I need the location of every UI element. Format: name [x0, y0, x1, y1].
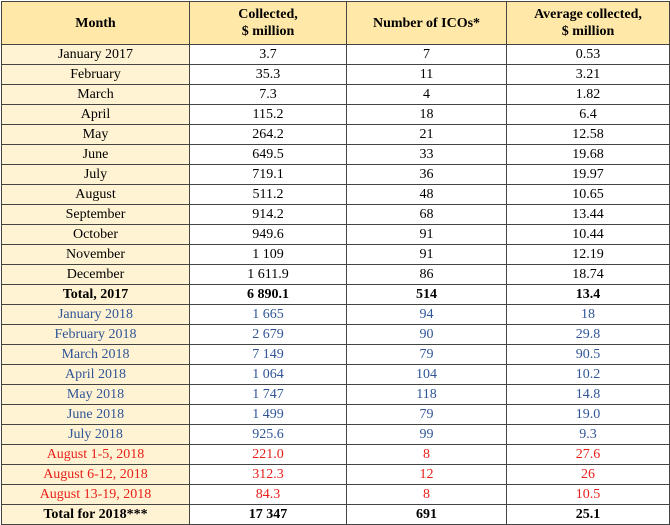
collected-cell: 7.3 [190, 85, 347, 105]
ico-count-cell: 104 [347, 365, 507, 385]
table-row [2, 445, 670, 465]
ico-count-cell: 11 [347, 65, 507, 85]
average-cell: 10.5 [507, 485, 670, 505]
ico-count-cell: 691 [347, 505, 507, 525]
table-row [2, 205, 670, 225]
month-cell: August 13-19, 2018 [2, 485, 190, 505]
month-cell: October [2, 225, 190, 245]
ico-count-cell: 8 [347, 445, 507, 465]
collected-cell: 925.6 [190, 425, 347, 445]
table-row [2, 165, 670, 185]
ico-count-cell: 68 [347, 205, 507, 225]
header-average-collected [507, 2, 670, 45]
average-cell: 19.97 [507, 165, 670, 185]
collected-cell: 2 679 [190, 325, 347, 345]
table-row [2, 45, 670, 65]
ico-count-cell: 33 [347, 145, 507, 165]
collected-cell: 1 611.9 [190, 265, 347, 285]
average-cell: 27.6 [507, 445, 670, 465]
average-cell: 13.44 [507, 205, 670, 225]
table-row [2, 305, 670, 325]
month-cell: January 2018 [2, 305, 190, 325]
collected-cell: 1 747 [190, 385, 347, 405]
average-cell: 14.8 [507, 385, 670, 405]
average-cell: 18 [507, 305, 670, 325]
table-row [2, 345, 670, 365]
collected-cell: 6 890.1 [190, 285, 347, 305]
collected-cell: 7 149 [190, 345, 347, 365]
table-row [2, 225, 670, 245]
month-cell: December [2, 265, 190, 285]
month-cell: August 1-5, 2018 [2, 445, 190, 465]
average-cell: 18.74 [507, 265, 670, 285]
header-collected [190, 2, 347, 45]
month-cell: May 2018 [2, 385, 190, 405]
table-row [2, 325, 670, 345]
table-row [2, 365, 670, 385]
table-row [2, 385, 670, 405]
table-row [2, 485, 670, 505]
collected-cell: 719.1 [190, 165, 347, 185]
table-row [2, 125, 670, 145]
average-cell: 1.82 [507, 85, 670, 105]
month-cell: January 2017 [2, 45, 190, 65]
month-cell: February 2018 [2, 325, 190, 345]
collected-cell: 1 665 [190, 305, 347, 325]
average-cell: 10.2 [507, 365, 670, 385]
ico-statistics-table [1, 1, 670, 525]
average-cell: 3.21 [507, 65, 670, 85]
month-cell: Total for 2018*** [2, 505, 190, 525]
total-row [2, 505, 670, 525]
month-cell: March 2018 [2, 345, 190, 365]
collected-cell: 84.3 [190, 485, 347, 505]
average-cell: 12.19 [507, 245, 670, 265]
collected-cell: 35.3 [190, 65, 347, 85]
table-row [2, 145, 670, 165]
average-cell: 9.3 [507, 425, 670, 445]
average-cell: 12.58 [507, 125, 670, 145]
header-number-of-icos: Number of ICOs* [347, 2, 507, 45]
header-month: Month [2, 2, 190, 45]
month-cell: June 2018 [2, 405, 190, 425]
month-cell: March [2, 85, 190, 105]
ico-count-cell: 12 [347, 465, 507, 485]
collected-cell: 949.6 [190, 225, 347, 245]
month-cell: July [2, 165, 190, 185]
ico-count-cell: 99 [347, 425, 507, 445]
collected-cell: 115.2 [190, 105, 347, 125]
month-cell: July 2018 [2, 425, 190, 445]
average-cell: 90.5 [507, 345, 670, 365]
table-row [2, 185, 670, 205]
ico-count-cell: 79 [347, 405, 507, 425]
collected-cell: 511.2 [190, 185, 347, 205]
ico-count-cell: 118 [347, 385, 507, 405]
ico-count-cell: 90 [347, 325, 507, 345]
collected-cell: 3.7 [190, 45, 347, 65]
header-average-line-1: Average collected, [534, 7, 642, 22]
header-average-line-2: $ million [561, 24, 615, 39]
collected-cell: 17 347 [190, 505, 347, 525]
ico-count-cell: 7 [347, 45, 507, 65]
collected-cell: 221.0 [190, 445, 347, 465]
average-cell: 19.0 [507, 405, 670, 425]
average-cell: 10.65 [507, 185, 670, 205]
average-cell: 25.1 [507, 505, 670, 525]
table-row [2, 245, 670, 265]
month-cell: February [2, 65, 190, 85]
average-cell: 29.8 [507, 325, 670, 345]
collected-cell: 1 499 [190, 405, 347, 425]
collected-cell: 1 064 [190, 365, 347, 385]
table-row [2, 85, 670, 105]
average-cell: 19.68 [507, 145, 670, 165]
month-cell: April [2, 105, 190, 125]
collected-cell: 914.2 [190, 205, 347, 225]
ico-count-cell: 94 [347, 305, 507, 325]
average-cell: 26 [507, 465, 670, 485]
ico-count-cell: 91 [347, 225, 507, 245]
ico-count-cell: 36 [347, 165, 507, 185]
total-row [2, 285, 670, 305]
month-cell: Total, 2017 [2, 285, 190, 305]
ico-count-cell: 8 [347, 485, 507, 505]
month-cell: November [2, 245, 190, 265]
average-cell: 0.53 [507, 45, 670, 65]
month-cell: April 2018 [2, 365, 190, 385]
collected-cell: 649.5 [190, 145, 347, 165]
header-row [2, 2, 670, 45]
ico-count-cell: 86 [347, 265, 507, 285]
header-collected-line-1: Collected, [238, 7, 298, 22]
month-cell: August 6-12, 2018 [2, 465, 190, 485]
table-row [2, 105, 670, 125]
month-cell: May [2, 125, 190, 145]
ico-count-cell: 4 [347, 85, 507, 105]
header-collected-line-2: $ million [241, 24, 295, 39]
ico-count-cell: 48 [347, 185, 507, 205]
ico-count-cell: 21 [347, 125, 507, 145]
table-row [2, 65, 670, 85]
table-row [2, 425, 670, 445]
table-row [2, 405, 670, 425]
ico-count-cell: 79 [347, 345, 507, 365]
ico-count-cell: 91 [347, 245, 507, 265]
collected-cell: 264.2 [190, 125, 347, 145]
month-cell: August [2, 185, 190, 205]
collected-cell: 312.3 [190, 465, 347, 485]
month-cell: June [2, 145, 190, 165]
table-row [2, 465, 670, 485]
ico-count-cell: 514 [347, 285, 507, 305]
average-cell: 6.4 [507, 105, 670, 125]
average-cell: 13.4 [507, 285, 670, 305]
collected-cell: 1 109 [190, 245, 347, 265]
month-cell: September [2, 205, 190, 225]
average-cell: 10.44 [507, 225, 670, 245]
table-row [2, 265, 670, 285]
table-body [2, 45, 670, 525]
ico-count-cell: 18 [347, 105, 507, 125]
